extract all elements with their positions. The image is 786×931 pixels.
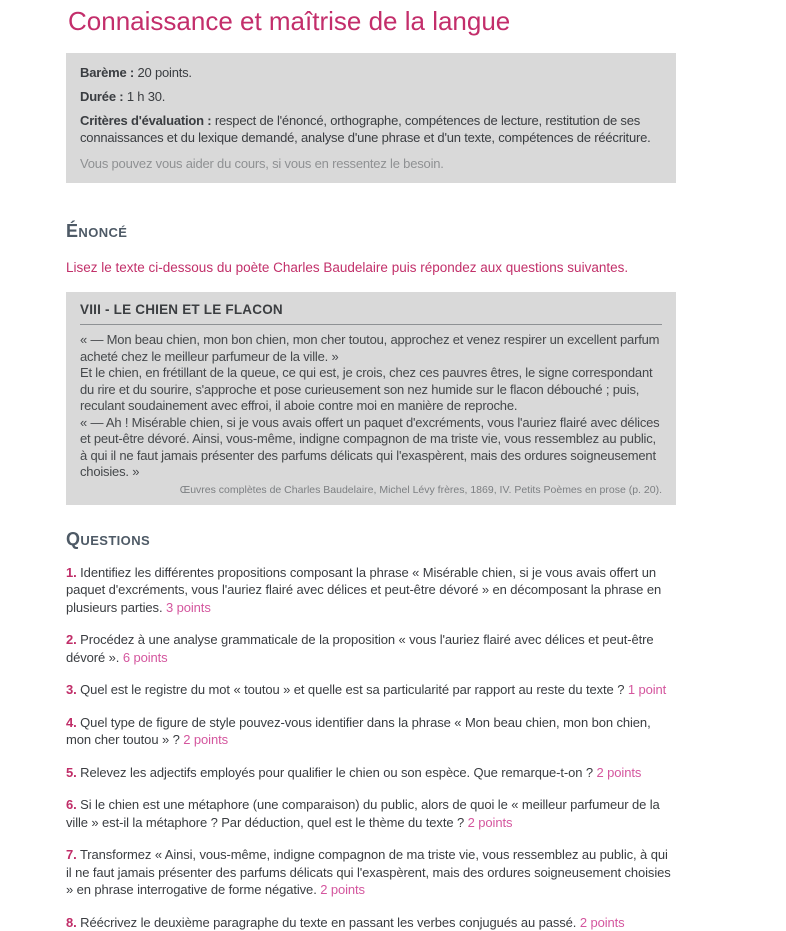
question-text: Quel type de figure de style pouvez-vous identifier dans la phrase « Mon beau chien, mon bon chien, mon cher toutou » ? (66, 715, 651, 748)
criteres-value: respect de l'énoncé, orthographe, compétences de lecture, restitution de ses connaissances et du lexique demandé, analyse d'une phrase et d'un texte, compétences de réécriture. (80, 113, 651, 145)
question-points: 2 points (183, 732, 228, 747)
question-text: Transformez « Ainsi, vous-même, indigne compagnon de ma triste vie, vous ressemblez au public, à qui il ne faut jamais présenter des parfums délicats qui l'exaspèrent, mais des ordures soigneusement choisies » en phrase interrogative de forme négative. (66, 847, 671, 897)
question-number: 2. (66, 632, 77, 647)
help-note: Vous pouvez vous aider du cours, si vous en ressentez le besoin. (80, 155, 662, 172)
question-text: Si le chien est une métaphore (une comparaison) du public, alors de quoi le « meilleur parfumeur de la ville » est-il la métaphore ? Par déduction, quel est le thème du texte ? (66, 797, 660, 830)
question-number: 5. (66, 765, 77, 780)
title-divider (80, 324, 662, 325)
question-item-7 (66, 846, 676, 899)
section-heading-questions: Questions (66, 529, 676, 549)
question-text: Identifiez les différentes propositions composant la phrase « Misérable chien, si je vous avais offert un paquet d'excréments, vous l'auriez flairé avec délices et peut-être dévoré » en décomposant la phrase en plusieurs parties. (66, 565, 661, 615)
question-number: 7. (66, 847, 77, 862)
question-item-4 (66, 714, 676, 749)
question-text: Réécrivez le deuxième paragraphe du texte en passant les verbes conjugués au passé. (80, 915, 576, 930)
question-points: 2 points (468, 815, 513, 830)
instruction-text: Lisez le texte ci-dessous du poète Charles Baudelaire puis répondez aux questions suivantes. (66, 259, 676, 276)
question-points: 3 points (166, 600, 211, 615)
excerpt-paragraph: « — Ah ! Misérable chien, si je vous avais offert un paquet d'excréments, vous l'auriez flairé avec délices et peut-être dévoré. Ainsi, vous-même, indigne compagnon de ma triste vie, vous ressemblez au public, à qui il ne faut jamais présenter des parfums délicats qui l'exaspèrent, mais des ordures soigneusement choisies. » (80, 415, 662, 481)
bareme-value: 20 points. (137, 65, 191, 80)
bareme-label: Barème : (80, 65, 134, 80)
duree-line (80, 88, 662, 105)
criteres-line (80, 112, 662, 146)
excerpt-paragraph: Et le chien, en frétillant de la queue, ce qui est, je crois, chez ces pauvres êtres, le signe correspondant du rire et du sourire, s'approche et pose curieusement son nez humide sur le flacon débouché ; puis, reculant soudainement avec effroi, il aboie contre moi en manière de reproche. (80, 365, 662, 415)
text-title: VIII - LE CHIEN ET LE FLACON (80, 302, 662, 318)
source-attribution: Œuvres complètes de Charles Baudelaire, Michel Lévy frères, 1869, IV. Petits Poèmes en prose (p. 20). (80, 483, 662, 497)
question-number: 4. (66, 715, 77, 730)
question-item-3 (66, 681, 676, 699)
question-item-5 (66, 764, 676, 782)
exam-info-box (66, 53, 676, 183)
question-text: Relevez les adjectifs employés pour qualifier le chien ou son espèce. Que remarque-t-on ? (80, 765, 593, 780)
question-item-8 (66, 914, 676, 931)
question-number: 6. (66, 797, 77, 812)
question-item-6 (66, 796, 676, 831)
question-text: Quel est le registre du mot « toutou » et quelle est sa particularité par rapport au reste du texte ? (80, 682, 624, 697)
question-points: 2 points (320, 882, 365, 897)
document-content (66, 0, 676, 931)
question-points: 2 points (580, 915, 625, 930)
question-item-1 (66, 564, 676, 617)
criteres-label: Critères d'évaluation : (80, 113, 211, 128)
question-list (66, 564, 676, 931)
reading-text-box (66, 292, 676, 505)
page-title: Connaissance et maîtrise de la langue (66, 0, 676, 36)
duree-value: 1 h 30. (127, 89, 165, 104)
duree-label: Durée : (80, 89, 123, 104)
question-item-2 (66, 631, 676, 666)
question-text: Procédez à une analyse grammaticale de la proposition « vous l'auriez flairé avec délices et peut-être dévoré ». (66, 632, 653, 665)
question-number: 8. (66, 915, 77, 930)
question-number: 3. (66, 682, 77, 697)
section-heading-enonce: Énoncé (66, 221, 676, 241)
question-points: 2 points (597, 765, 642, 780)
question-points: 6 points (123, 650, 168, 665)
excerpt-paragraph: « — Mon beau chien, mon bon chien, mon cher toutou, approchez et venez respirer un excellent parfum acheté chez le meilleur parfumeur de la ville. » (80, 332, 662, 365)
question-number: 1. (66, 565, 77, 580)
bareme-line (80, 64, 662, 81)
question-points: 1 point (628, 682, 666, 697)
